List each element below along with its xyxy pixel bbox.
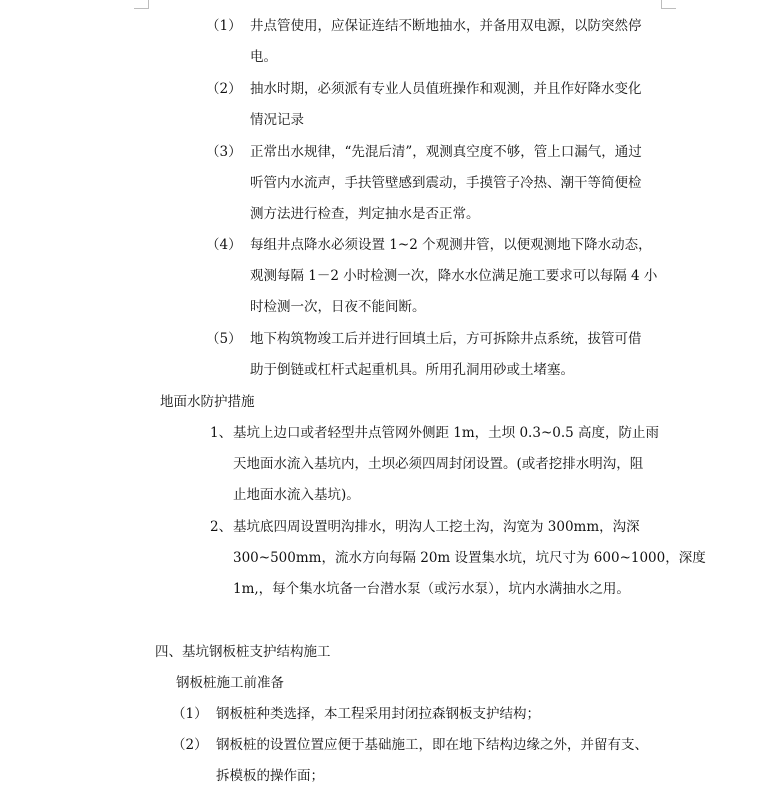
page-corner-mark-left — [148, 0, 149, 8]
sub-heading: 钢板桩施工前准备 — [176, 675, 284, 691]
item-text-line: 听管内水流声，手扶管壁感到震动，手摸管子冷热、潮干等简便检 — [250, 175, 642, 191]
item-text-line: 每组井点降水必须设置 1~2 个观测井管，以便观测地下降水动态， — [250, 237, 652, 253]
item-text-line: 井点管使用，应保证连结不断地抽水，并备用双电源，以防突然停 — [250, 18, 642, 34]
page-corner-mark-right — [661, 0, 662, 8]
item-number: （2） — [206, 81, 242, 97]
page-corner-mark-left-h — [134, 8, 149, 9]
item-text-line: 地下构筑物竣工后并进行回填土后，方可拆除井点系统，拔管可借 — [250, 331, 642, 347]
item-number: （1） — [172, 706, 208, 722]
item-text-line: 抽水时期，必须派有专业人员值班操作和观测，并且作好降水变化 — [250, 81, 642, 97]
item-text-line: 正常出水规律，“先混后清”，观测真空度不够，管上口漏气，通过 — [250, 144, 642, 160]
item-number: （4） — [206, 237, 242, 253]
item-number: （1） — [206, 18, 242, 34]
page-corner-mark-right-h — [661, 8, 676, 9]
item-number: 2、 — [210, 519, 233, 535]
item-text-line: 止地面水流入基坑)。 — [233, 487, 360, 503]
item-text-line: 基坑上边口或者轻型井点管网外侧距 1m，土坝 0.3~0.5 高度，防止雨 — [233, 425, 660, 441]
item-number: （5） — [206, 331, 242, 347]
item-text-line: 拆模板的操作面； — [216, 768, 324, 784]
item-number: （2） — [172, 737, 208, 753]
item-text-line: 情况记录 — [250, 112, 304, 128]
item-text-line: 钢板桩种类选择，本工程采用封闭拉森钢板支护结构； — [216, 706, 540, 722]
item-number: （3） — [206, 144, 242, 160]
section-heading-surface-water: 地面水防护措施 — [160, 394, 255, 410]
item-text-line: 300~500mm，流水方向每隔 20m 设置集水坑，坑尺寸为 600~1000，深度 — [233, 550, 706, 566]
item-text-line: 测方法进行检查，判定抽水是否正常。 — [250, 206, 480, 222]
section-title: 四、基坑钢板桩支护结构施工 — [155, 644, 331, 660]
item-number: 1、 — [210, 425, 233, 441]
item-text-line: 观测每隔 1－2 小时检测一次，降水水位满足施工要求可以每隔 4 小 — [250, 268, 658, 284]
item-text-line: 钢板桩的设置位置应便于基础施工，即在地下结构边缘之外，并留有支、 — [216, 737, 648, 753]
item-text-line: 时检测一次，日夜不能间断。 — [250, 299, 426, 315]
item-text-line: 1m,，每个集水坑备一台潜水泵（或污水泵），坑内水满抽水之用。 — [233, 581, 630, 597]
item-text-line: 电。 — [250, 49, 277, 65]
item-text-line: 助于倒链或杠杆式起重机具。所用孔洞用砂或土堵塞。 — [250, 362, 574, 378]
item-text-line: 基坑底四周设置明沟排水，明沟人工挖土沟，沟宽为 300mm，沟深 — [233, 519, 640, 535]
item-text-line: 天地面水流入基坑内，土坝必须四周封闭设置。(或者挖排水明沟，阻 — [233, 456, 644, 472]
